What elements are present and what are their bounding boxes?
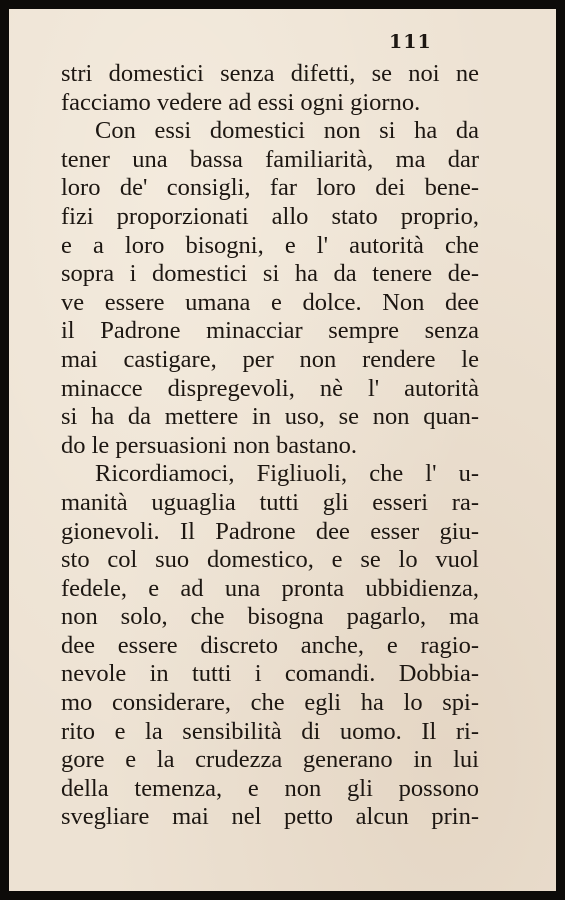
text-line: fedele, e ad una pronta ubbidienza, [61, 574, 479, 602]
text-line: do le persuasioni non bastano. [61, 431, 357, 459]
text-line: fizi proporzionati allo stato proprio, [61, 202, 479, 230]
text-line: il Padrone minacciar sempre senza [61, 317, 479, 345]
text-line: ve essere umana e dolce. Non dee [61, 288, 479, 316]
text-line: si ha da mettere in uso, se non quan- [61, 403, 479, 431]
text-line: svegliare mai nel petto alcun prin- [61, 803, 479, 831]
text-line: mo considerare, che egli ha lo spi- [61, 689, 479, 717]
paragraph-start-line: Ricordiamoci, Figliuoli, che l' u- [95, 460, 479, 488]
text-line: e a loro bisogni, e l' autorità che [61, 231, 479, 259]
text-line: dee essere discreto anche, e ragio- [61, 631, 479, 659]
paragraph-start-line: Con essi domestici non si ha da [95, 117, 479, 145]
text-line: sopra i domestici si ha da tenere de- [61, 260, 479, 288]
book-page [9, 9, 556, 891]
text-line: mai castigare, per non rendere le [61, 345, 479, 373]
text-line: gionevoli. Il Padrone dee esser giu- [61, 517, 479, 545]
body-text [61, 60, 479, 832]
page-number: 111 [389, 31, 432, 53]
text-line: gore e la crudezza generano in lui [61, 746, 479, 774]
text-line: minacce dispregevoli, nè l' autorità [61, 374, 479, 402]
text-line: sto col suo domestico, e se lo vuol [61, 546, 479, 574]
text-line: stri domestici senza difetti, se noi ne [61, 60, 479, 87]
text-line: facciamo vedere ad essi ogni giorno. [61, 88, 421, 116]
text-line: nevole in tutti i comandi. Dobbia- [61, 660, 479, 688]
text-line: non solo, che bisogna pagarlo, ma [61, 603, 479, 631]
text-line: rito e la sensibilità di uomo. Il ri- [61, 717, 479, 745]
text-line: della temenza, e non gli possono [61, 774, 479, 802]
text-line: manità uguaglia tutti gli esseri ra- [61, 488, 479, 516]
text-line: loro de' consigli, far loro dei bene- [61, 174, 479, 202]
text-line: tener una bassa familiarità, ma dar [61, 145, 479, 173]
